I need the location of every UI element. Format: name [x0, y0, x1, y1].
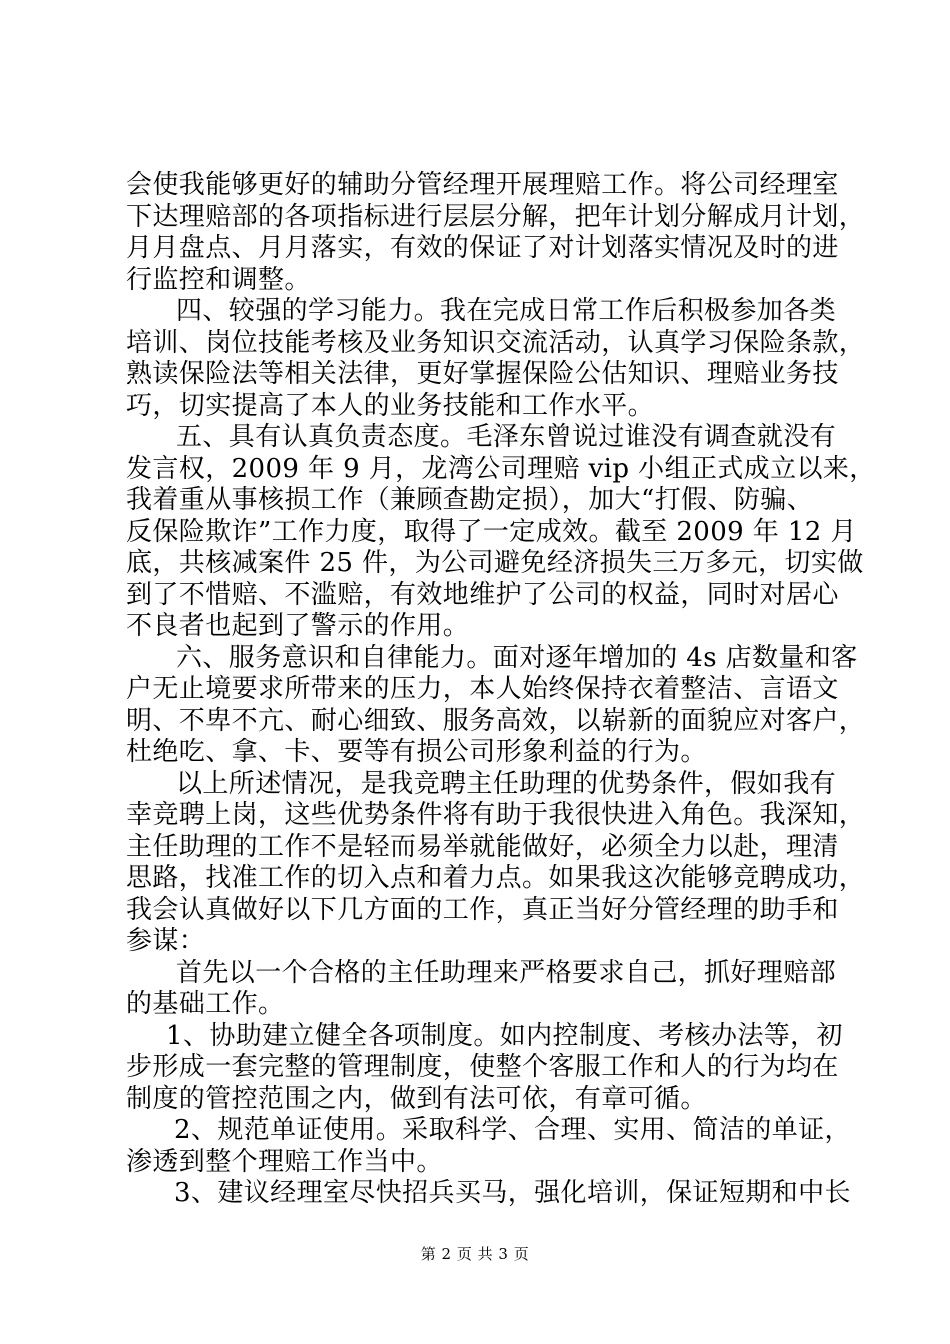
text-line: 明、不卑不亢、耐心细致、服务高效，以崭新的面貌应对客户， [126, 705, 866, 736]
text-line: 四、较强的学习能力。我在完成日常工作后积极参加各类 [176, 296, 837, 326]
text-line: 熟读保险法等相关法律，更好掌握保险公估知识、理赔业务技 [126, 359, 839, 389]
text-line: 杜绝吃、拿、卡、要等有损公司形象利益的行为。 [126, 737, 707, 767]
text-line: 五、具有认真负责态度。毛泽东曾说过谁没有调查就没有 [176, 422, 837, 452]
text-line: 渗透到整个理赔工作当中。 [126, 1146, 443, 1177]
text-line: 底，共核减案件 25 件，为公司避免经济损失三万多元，切实做 [126, 548, 864, 578]
paragraph-first-task [126, 958, 836, 1021]
paragraph-learning-ability [126, 296, 866, 422]
paragraph-responsibility [126, 422, 876, 643]
text-line: 到了不惜赔、不滥赔，有效地维护了公司的权益，同时对居心 [126, 579, 839, 610]
text-line: 会使我能够更好的辅助分管经理开展理赔工作。将公司经理室 [126, 170, 839, 200]
text-line: 发言权，2009 年 9 月，龙湾公司理赔 vip 小组正式成立以来， [126, 453, 876, 484]
paragraph-continuation [126, 170, 866, 296]
text-line: 培训、岗位技能考核及业务知识交流活动，认真学习保险条款， [126, 327, 866, 358]
text-line: 3、建议经理室尽快招兵买马，强化培训，保证短期和中长 [174, 1178, 851, 1208]
text-line: 巧，切实提高了本人的业务技能和工作水平。 [126, 390, 655, 421]
text-line: 参谋： [126, 926, 206, 956]
paragraph-item-3 [126, 1178, 851, 1210]
text-line: 月月盘点、月月落实，有效的保证了对计划落实情况及时的进 [126, 233, 839, 263]
text-line: 思路，找准工作的切入点和着力点。如果我这次能够竞聘成功， [126, 863, 866, 893]
text-line: 我会认真做好以下几方面的工作，真正当好分管经理的助手和 [126, 894, 839, 925]
text-line: 首先以一个合格的主任助理来严格要求自己，抓好理赔部 [176, 957, 837, 988]
text-line: 我着重从事核损工作（兼顾查勘定损），加大“打假、防骗、 [126, 485, 814, 515]
paragraph-item-2 [126, 1115, 851, 1178]
paragraph-summary [126, 768, 866, 958]
text-line: 制度的管控范围之内，做到有法可依，有章可循。 [126, 1083, 707, 1114]
text-line: 行监控和调整。 [126, 264, 311, 295]
text-line: 不良者也起到了警示的作用。 [126, 611, 470, 641]
text-line: 六、服务意识和自律能力。面对逐年增加的 4s 店数量和客 [176, 642, 858, 673]
text-line: 步形成一套完整的管理制度，使整个客服工作和人的行为均在 [126, 1052, 839, 1082]
text-line: 2、规范单证使用。采取科学、合理、实用、简洁的单证， [174, 1115, 851, 1145]
paragraph-service-awareness [126, 642, 866, 769]
text-line: 1、协助建立健全各项制度。如内控制度、考核办法等，初 [166, 1020, 843, 1051]
text-line: 的基础工作。 [126, 989, 285, 1019]
document-body [126, 170, 876, 1210]
text-line: 户无止境要求所带来的压力，本人始终保持衣着整洁、言语文 [126, 674, 839, 704]
page-number-label: 第 2 页 共 3 页 [420, 1245, 530, 1263]
text-line: 主任助理的工作不是轻而易举就能做好，必须全力以赴，理清 [126, 831, 839, 862]
text-line: 以上所述情况，是我竞聘主任助理的优势条件，假如我有 [176, 768, 837, 799]
page-footer [0, 1243, 950, 1264]
paragraph-item-1 [126, 1020, 843, 1116]
text-line: 幸竞聘上岗，这些优势条件将有助于我很快进入角色。我深知， [126, 800, 866, 830]
text-line: 下达理赔部的各项指标进行层层分解，把年计划分解成月计划， [126, 201, 866, 232]
text-line: 反保险欺诈”工作力度，取得了一定成效。截至 2009 年 12 月 [126, 516, 857, 547]
